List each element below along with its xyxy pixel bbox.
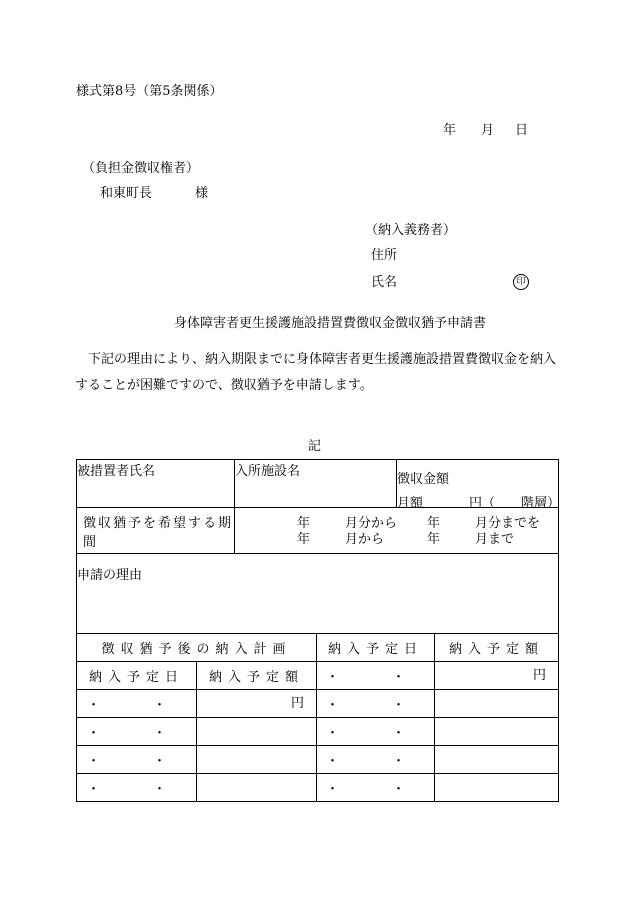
plan-amount-cell — [197, 690, 317, 718]
table-row — [77, 718, 559, 746]
plan-date-header: 納入予定日 — [88, 670, 184, 685]
table-row — [77, 554, 559, 634]
facility-name-label: 入所施設名 — [235, 464, 301, 479]
table-row — [77, 690, 559, 718]
date-month: 月 — [481, 123, 495, 138]
person-name-cell — [77, 460, 235, 508]
recipient-role: （負担金徴収権者） — [82, 161, 200, 176]
table-row — [77, 508, 559, 554]
plan-date-cell — [77, 746, 197, 774]
period-from-month-2: 月から — [345, 531, 385, 547]
due-date-cell — [317, 690, 435, 718]
due-date-cell — [317, 774, 435, 802]
due-amount-cell — [435, 662, 559, 690]
due-amount-cell — [435, 718, 559, 746]
plan-header-cell — [77, 634, 317, 662]
due-amount-cell — [435, 690, 559, 718]
yen-label: 円 — [291, 696, 305, 711]
period-label-cell — [77, 508, 235, 554]
reason-cell — [77, 554, 559, 634]
due-date-cell — [317, 746, 435, 774]
address-label: 住所 — [371, 248, 398, 263]
form-number: 様式第8号（第5条関係） — [76, 84, 223, 99]
reason-label: 申請の理由 — [77, 568, 143, 583]
date-placeholder: ・ ・ — [326, 670, 426, 685]
due-date-header-cell — [317, 634, 435, 662]
period-label: 徴収猶予を希望する期間 — [83, 515, 234, 550]
date-placeholder: ・ ・ — [86, 726, 186, 741]
plan-header: 徴収猶予後の納入計画 — [101, 642, 292, 657]
date-placeholder: ・ ・ — [86, 698, 186, 713]
document-title: 身体障害者更生援護施設措置費徴収金徴収猶予申請書 — [174, 316, 487, 331]
due-amount-header: 納入予定額 — [449, 642, 545, 657]
due-date-header: 納入予定日 — [328, 642, 424, 657]
table-row — [77, 746, 559, 774]
ki-heading: 記 — [308, 439, 322, 454]
monthly-amount-label: 月額 — [397, 496, 424, 511]
period-from-month-1: 月分から — [345, 515, 398, 531]
plan-amount-header: 納入予定額 — [209, 670, 305, 685]
recipient-name: 和東町長 — [100, 186, 153, 201]
table-row — [77, 774, 559, 802]
due-amount-cell — [435, 746, 559, 774]
due-amount-header-cell — [435, 634, 559, 662]
period-to-month-2: 月まで — [475, 531, 515, 547]
date-year: 年 — [443, 123, 457, 138]
period-year-1: 年 — [297, 515, 311, 531]
application-table — [76, 459, 559, 802]
plan-amount-cell — [197, 746, 317, 774]
table-row — [77, 662, 559, 690]
period-year-4: 年 — [427, 531, 441, 547]
seal-mark — [513, 274, 529, 290]
date-placeholder: ・ ・ — [326, 754, 426, 769]
period-year-2: 年 — [427, 515, 441, 531]
plan-date-cell — [77, 718, 197, 746]
date-placeholder: ・ ・ — [326, 782, 426, 797]
plan-date-header-cell — [77, 662, 197, 690]
obligor-role: （納入義務者） — [365, 223, 457, 238]
due-date-cell — [317, 662, 435, 690]
due-amount-cell — [435, 774, 559, 802]
yen-label: 円 — [533, 668, 547, 683]
period-cell — [235, 508, 559, 554]
plan-amount-cell — [197, 774, 317, 802]
yen-class-label: 円（ 階層） — [469, 496, 561, 511]
facility-name-cell — [235, 460, 397, 508]
plan-amount-cell — [197, 718, 317, 746]
due-date-cell — [317, 718, 435, 746]
plan-date-cell — [77, 690, 197, 718]
seal-icon: 印 — [513, 274, 529, 290]
table-row — [77, 634, 559, 662]
date-placeholder: ・ ・ — [86, 782, 186, 797]
recipient-honorific: 様 — [195, 186, 209, 201]
date-day: 日 — [515, 123, 529, 138]
date-placeholder: ・ ・ — [326, 726, 426, 741]
person-name-label: 被措置者氏名 — [77, 464, 156, 479]
name-label: 氏名 — [371, 275, 398, 290]
period-to-month-1: 月分までを — [475, 515, 541, 531]
period-year-3: 年 — [297, 531, 311, 547]
collection-amount-cell — [397, 460, 561, 511]
plan-date-cell — [77, 774, 197, 802]
date-placeholder: ・ ・ — [86, 754, 186, 769]
date-placeholder: ・ ・ — [326, 698, 426, 713]
body-text: 下記の理由により、納入期限までに身体障害者更生援護施設措置費徴収金を納入することが困難ですので、徴収猶予を申請します。 — [75, 352, 557, 393]
plan-amount-header-cell — [197, 662, 317, 690]
collection-amount-label: 徴収金額 — [397, 472, 450, 487]
table-row — [77, 460, 559, 508]
